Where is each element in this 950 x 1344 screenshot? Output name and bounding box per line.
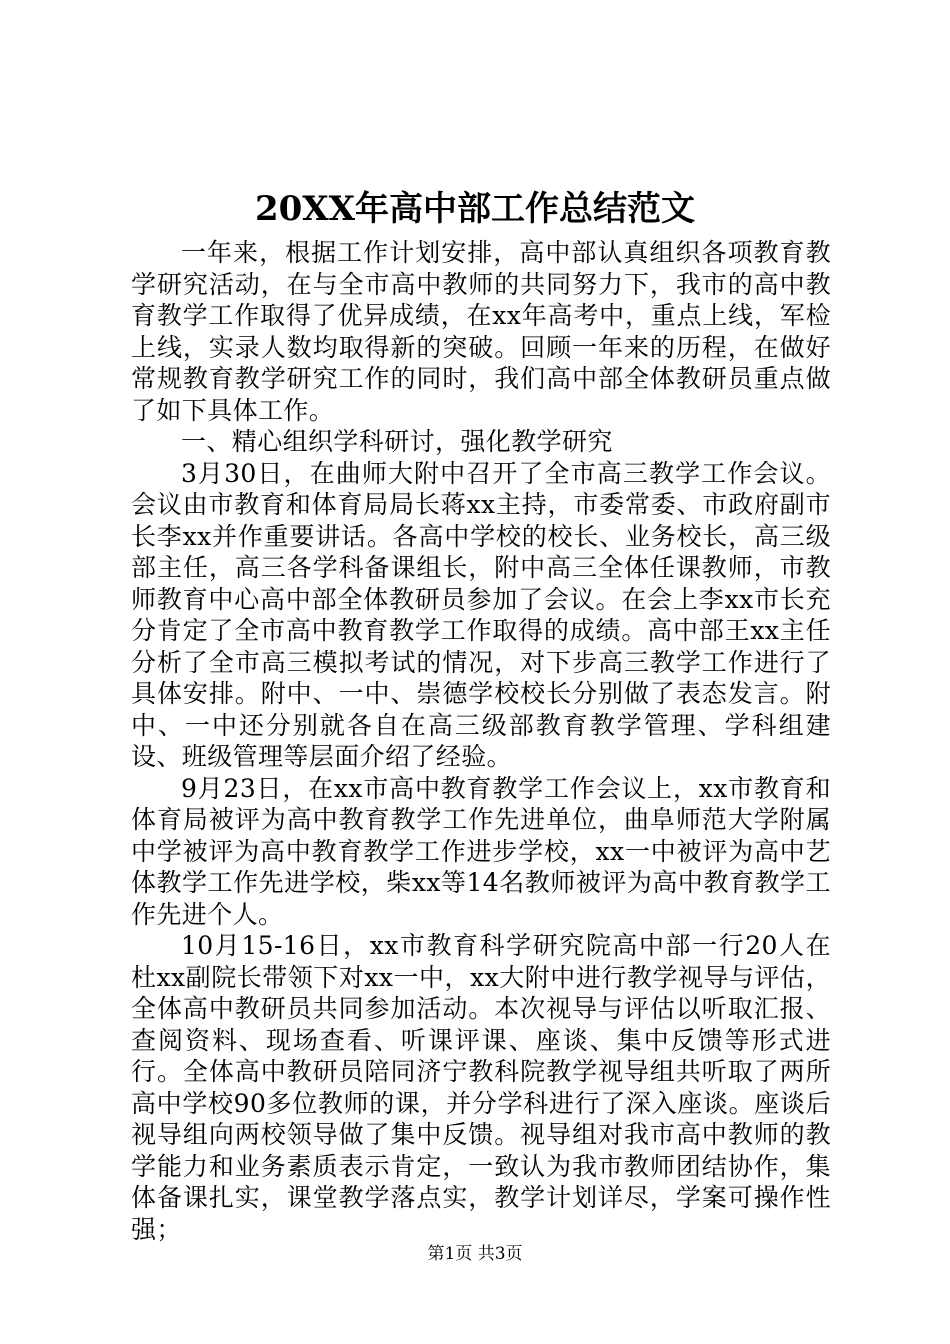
document-title: 20XX年高中部工作总结范文: [254, 189, 696, 229]
paragraph-september-awards: 9月23日，在xx市高中教育教学工作会议上，xx市教育和体育局被评为高中教育教学工作先进单位，曲阜师范大学附属中学被评为高中教育教学工作进步学校，xx一中被评为高中艺体教学工作先进学校，柴xx等14名教师被评为高中教育教学工作先进个人。: [131, 773, 831, 929]
page-footer: 第1页 共3页: [427, 1244, 523, 1264]
paragraph-october-inspection: 10月15-16日，xx市教育科学研究院高中部一行20人在杜xx副院长带领下对xx一中，xx大附中进行教学视导与评估，全体高中教研员共同参加活动。本次视导与评估以听取汇报、查阅资料、现场查看、听课评课、座谈、集中反馈等形式进行。全体高中教研员陪同济宁教科院教学视导组共听取了两所高中学校90多位教师的课，并分学科进行了深入座谈。座谈后视导组向两校领导做了集中反馈。视导组对我市高中教师的教学能力和业务素质表示肯定，一致认为我市教师团结协作，集体备课扎实，课堂教学落点实，教学计划详尽，学案可操作性强；: [131, 931, 831, 1244]
paragraph-intro: 一年来，根据工作计划安排，高中部认真组织各项教育教学研究活动，在与全市高中教师的共同努力下，我市的高中教育教学工作取得了优异成绩，在xx年高考中，重点上线，军检上线，实录人数均取得新的突破。回顾一年来的历程，在做好常规教育教学研究工作的同时，我们高中部全体教研员重点做了如下具体工作。: [131, 238, 831, 425]
document-body: [131, 237, 831, 1245]
paragraph-march-meeting: 3月30日，在曲师大附中召开了全市高三教学工作会议。会议由市教育和体育局局长蒋xx主持，市委常委、市政府副市长李xx并作重要讲话。各高中学校的校长、业务校长，高三级部主任，高三各学科备课组长，附中高三全体任课教师，市教师教育中心高中部全体教研员参加了会议。在会上李xx市长充分肯定了全市高中教育教学工作取得的成绩。高中部王xx主任分析了全市高三模拟考试的情况，对下步高三教学工作进行了具体安排。附中、一中、崇德学校校长分别做了表态发言。附中、一中还分别就各自在高三级部教育教学管理、学科组建设、班级管理等层面介绍了经验。: [131, 458, 831, 771]
section-heading-1: 一、精心组织学科研讨，强化教学研究: [181, 427, 613, 456]
